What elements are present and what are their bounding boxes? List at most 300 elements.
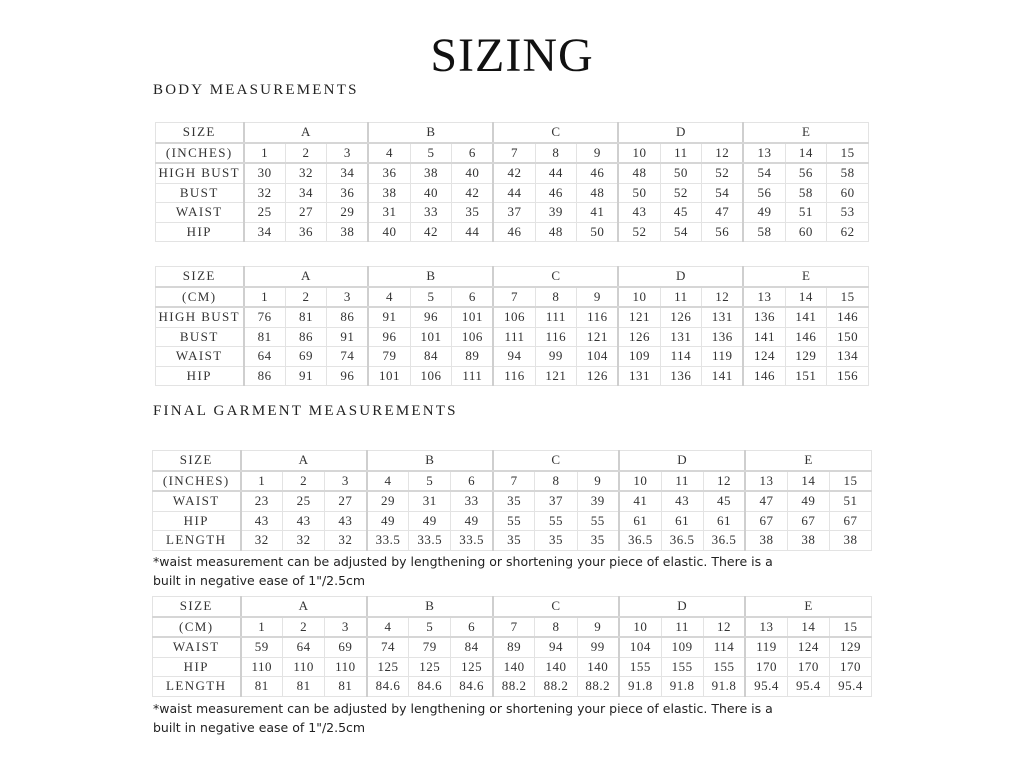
measurement-cell: 42	[493, 163, 535, 183]
measurement-cell: 96	[410, 307, 452, 327]
table-row	[153, 637, 872, 657]
measurement-cell: 33.5	[409, 531, 451, 551]
measurement-cell: 121	[535, 366, 577, 386]
measurement-cell: 121	[618, 307, 660, 327]
measurement-cell: 124	[743, 347, 785, 367]
measurement-cell: 43	[661, 491, 703, 511]
measurement-cell: 141	[702, 366, 744, 386]
measurement-cell: 121	[577, 327, 619, 347]
size-group-b: B	[368, 123, 493, 143]
measurement-cell: 61	[703, 511, 745, 531]
size-number: 4	[368, 143, 410, 164]
measurement-cell: 38	[327, 222, 369, 242]
size-group-a: A	[244, 123, 369, 143]
size-number: 8	[535, 143, 577, 164]
measurement-cell: 140	[493, 657, 535, 677]
table-row	[156, 347, 869, 367]
measurement-cell: 49	[451, 511, 493, 531]
measurement-cell: 91.8	[703, 677, 745, 697]
row-label: HIGH BUST	[156, 163, 244, 183]
measurement-cell: 106	[452, 327, 494, 347]
measurement-cell: 129	[829, 637, 871, 657]
measurement-cell: 56	[785, 163, 827, 183]
measurement-cell: 116	[535, 327, 577, 347]
measurement-cell: 47	[745, 491, 787, 511]
measurement-cell: 131	[660, 327, 702, 347]
measurement-cell: 35	[452, 203, 494, 223]
size-group-d: D	[618, 267, 743, 287]
measurement-cell: 140	[535, 657, 577, 677]
measurement-cell: 89	[493, 637, 535, 657]
measurement-cell: 35	[577, 531, 619, 551]
size-group-row	[156, 123, 869, 143]
measurement-cell: 37	[535, 491, 577, 511]
measurement-cell: 39	[535, 203, 577, 223]
measurement-cell: 55	[535, 511, 577, 531]
measurement-cell: 54	[702, 183, 744, 203]
size-group-d: D	[618, 123, 743, 143]
measurement-cell: 88.2	[577, 677, 619, 697]
measurement-cell: 125	[409, 657, 451, 677]
size-number: 9	[577, 471, 619, 492]
table-row	[156, 222, 869, 242]
size-group-d: D	[619, 597, 745, 617]
size-number-row	[156, 287, 869, 308]
size-number: 13	[743, 143, 785, 164]
measurement-cell: 111	[452, 366, 494, 386]
size-number: 7	[493, 471, 535, 492]
size-number: 1	[244, 143, 286, 164]
measurement-cell: 155	[661, 657, 703, 677]
measurement-cell: 91.8	[619, 677, 661, 697]
size-number: 6	[452, 287, 494, 308]
measurement-cell: 36.5	[661, 531, 703, 551]
measurement-cell: 146	[785, 327, 827, 347]
size-number: 14	[785, 287, 827, 308]
measurement-cell: 74	[367, 637, 409, 657]
size-number: 12	[703, 617, 745, 638]
size-number: 15	[829, 617, 871, 638]
measurement-cell: 35	[535, 531, 577, 551]
measurement-cell: 101	[410, 327, 452, 347]
row-label: HIGH BUST	[156, 307, 244, 327]
measurement-cell: 95.4	[829, 677, 871, 697]
measurement-cell: 49	[743, 203, 785, 223]
measurement-cell: 69	[285, 347, 327, 367]
measurement-cell: 84	[410, 347, 452, 367]
measurement-cell: 48	[577, 183, 619, 203]
measurement-cell: 39	[577, 491, 619, 511]
size-number: 8	[535, 287, 577, 308]
size-label: SIZE	[156, 267, 244, 287]
size-group-b: B	[367, 451, 493, 471]
measurement-cell: 36	[327, 183, 369, 203]
row-label: WAIST	[153, 637, 241, 657]
measurement-cell: 36	[285, 222, 327, 242]
measurement-cell: 116	[493, 366, 535, 386]
table-row	[156, 203, 869, 223]
measurement-cell: 51	[829, 491, 871, 511]
row-label: HIP	[156, 366, 244, 386]
measurement-cell: 25	[283, 491, 325, 511]
measurement-cell: 46	[577, 163, 619, 183]
measurement-cell: 43	[241, 511, 283, 531]
measurement-cell: 76	[244, 307, 286, 327]
measurement-cell: 36.5	[703, 531, 745, 551]
measurement-cell: 58	[827, 163, 869, 183]
measurement-cell: 140	[577, 657, 619, 677]
measurement-cell: 67	[787, 511, 829, 531]
measurement-cell: 52	[618, 222, 660, 242]
measurement-cell: 146	[827, 307, 869, 327]
measurement-cell: 99	[535, 347, 577, 367]
size-number: 3	[325, 471, 367, 492]
measurement-cell: 45	[660, 203, 702, 223]
measurement-cell: 60	[827, 183, 869, 203]
measurement-cell: 84	[451, 637, 493, 657]
measurement-cell: 52	[660, 183, 702, 203]
size-number: 1	[241, 617, 283, 638]
size-number: 5	[410, 143, 452, 164]
garment-measurements-inches-table	[152, 450, 872, 551]
size-group-row	[153, 451, 872, 471]
measurement-cell: 54	[743, 163, 785, 183]
section-heading-garment: FINAL GARMENT MEASUREMENTS	[153, 403, 458, 419]
size-number: 3	[327, 287, 369, 308]
size-number: 9	[577, 617, 619, 638]
measurement-cell: 42	[410, 222, 452, 242]
measurement-cell: 41	[577, 203, 619, 223]
measurement-cell: 129	[785, 347, 827, 367]
measurement-cell: 111	[535, 307, 577, 327]
table-row	[153, 657, 872, 677]
measurement-cell: 50	[577, 222, 619, 242]
measurement-cell: 81	[325, 677, 367, 697]
measurement-cell: 52	[702, 163, 744, 183]
measurement-cell: 30	[244, 163, 286, 183]
measurement-cell: 155	[619, 657, 661, 677]
size-number: 11	[660, 143, 702, 164]
size-number: 6	[452, 143, 494, 164]
size-number-row	[156, 143, 869, 164]
row-label: LENGTH	[153, 531, 241, 551]
measurement-cell: 126	[660, 307, 702, 327]
measurement-cell: 101	[452, 307, 494, 327]
measurement-cell: 43	[325, 511, 367, 531]
size-group-a: A	[241, 597, 367, 617]
size-number: 11	[660, 287, 702, 308]
measurement-cell: 110	[241, 657, 283, 677]
measurement-cell: 79	[409, 637, 451, 657]
measurement-cell: 124	[787, 637, 829, 657]
unit-label: (CM)	[156, 287, 244, 308]
measurement-cell: 59	[241, 637, 283, 657]
measurement-cell: 131	[618, 366, 660, 386]
size-number: 11	[661, 471, 703, 492]
measurement-cell: 44	[452, 222, 494, 242]
measurement-cell: 156	[827, 366, 869, 386]
size-number: 3	[325, 617, 367, 638]
measurement-cell: 110	[325, 657, 367, 677]
measurement-cell: 170	[787, 657, 829, 677]
measurement-cell: 49	[367, 511, 409, 531]
measurement-cell: 54	[660, 222, 702, 242]
measurement-cell: 84.6	[451, 677, 493, 697]
measurement-cell: 33.5	[451, 531, 493, 551]
measurement-cell: 40	[368, 222, 410, 242]
measurement-cell: 35	[493, 531, 535, 551]
measurement-cell: 86	[244, 366, 286, 386]
size-number: 14	[787, 617, 829, 638]
unit-label: (INCHES)	[156, 143, 244, 164]
size-number: 10	[618, 287, 660, 308]
measurement-cell: 126	[577, 366, 619, 386]
size-label: SIZE	[153, 597, 241, 617]
measurement-cell: 119	[702, 347, 744, 367]
size-number: 7	[493, 143, 535, 164]
measurement-cell: 29	[327, 203, 369, 223]
measurement-cell: 136	[660, 366, 702, 386]
measurement-cell: 36.5	[619, 531, 661, 551]
size-group-row	[153, 597, 872, 617]
measurement-cell: 119	[745, 637, 787, 657]
measurement-cell: 49	[409, 511, 451, 531]
unit-label: (CM)	[153, 617, 241, 638]
measurement-cell: 114	[660, 347, 702, 367]
measurement-cell: 58	[785, 183, 827, 203]
size-number: 13	[745, 471, 787, 492]
measurement-cell: 91.8	[661, 677, 703, 697]
measurement-cell: 170	[829, 657, 871, 677]
size-group-b: B	[367, 597, 493, 617]
measurement-cell: 23	[241, 491, 283, 511]
measurement-cell: 114	[703, 637, 745, 657]
size-group-c: C	[493, 597, 619, 617]
size-number: 15	[827, 287, 869, 308]
table-row	[153, 511, 872, 531]
size-number: 15	[829, 471, 871, 492]
measurement-cell: 32	[241, 531, 283, 551]
size-group-row	[156, 267, 869, 287]
body-measurements-inches-table	[155, 122, 869, 242]
row-label: HIP	[153, 657, 241, 677]
size-number: 4	[367, 617, 409, 638]
size-number: 12	[702, 143, 744, 164]
measurement-cell: 25	[244, 203, 286, 223]
size-number: 13	[743, 287, 785, 308]
row-label: WAIST	[153, 491, 241, 511]
measurement-cell: 32	[244, 183, 286, 203]
size-group-a: A	[241, 451, 367, 471]
size-number: 1	[241, 471, 283, 492]
table-row	[156, 307, 869, 327]
measurement-cell: 31	[368, 203, 410, 223]
measurement-cell: 46	[535, 183, 577, 203]
measurement-cell: 95.4	[745, 677, 787, 697]
measurement-cell: 86	[327, 307, 369, 327]
measurement-cell: 99	[577, 637, 619, 657]
measurement-cell: 47	[702, 203, 744, 223]
measurement-cell: 81	[285, 307, 327, 327]
waist-note-cm: *waist measurement can be adjusted by lengthening or shortening your piece of elastic. There is a built in negative ease of 1"/2.5cm	[153, 701, 773, 735]
measurement-cell: 101	[368, 366, 410, 386]
size-number: 8	[535, 471, 577, 492]
table-row	[153, 677, 872, 697]
size-number: 13	[745, 617, 787, 638]
size-number: 15	[827, 143, 869, 164]
measurement-cell: 33.5	[367, 531, 409, 551]
measurement-cell: 38	[829, 531, 871, 551]
size-number: 9	[577, 287, 619, 308]
measurement-cell: 146	[743, 366, 785, 386]
size-number: 5	[409, 471, 451, 492]
measurement-cell: 43	[618, 203, 660, 223]
measurement-cell: 104	[619, 637, 661, 657]
measurement-cell: 31	[409, 491, 451, 511]
table-row	[156, 183, 869, 203]
measurement-cell: 34	[244, 222, 286, 242]
size-number: 5	[410, 287, 452, 308]
measurement-cell: 48	[618, 163, 660, 183]
measurement-cell: 91	[285, 366, 327, 386]
measurement-cell: 74	[327, 347, 369, 367]
size-number: 1	[244, 287, 286, 308]
size-number: 7	[493, 287, 535, 308]
measurement-cell: 43	[283, 511, 325, 531]
size-group-e: E	[745, 597, 871, 617]
measurement-cell: 27	[285, 203, 327, 223]
size-number: 14	[785, 143, 827, 164]
size-number: 2	[283, 471, 325, 492]
size-number: 12	[702, 287, 744, 308]
measurement-cell: 86	[285, 327, 327, 347]
table-row	[153, 491, 872, 511]
measurement-cell: 29	[367, 491, 409, 511]
measurement-cell: 42	[452, 183, 494, 203]
measurement-cell: 155	[703, 657, 745, 677]
size-group-c: C	[493, 267, 618, 287]
size-group-c: C	[493, 123, 618, 143]
measurement-cell: 84.6	[367, 677, 409, 697]
measurement-cell: 95.4	[787, 677, 829, 697]
measurement-cell: 81	[241, 677, 283, 697]
unit-label: (INCHES)	[153, 471, 241, 492]
body-measurements-cm-table	[155, 266, 869, 386]
measurement-cell: 81	[283, 677, 325, 697]
measurement-cell: 79	[368, 347, 410, 367]
waist-note-inches: *waist measurement can be adjusted by lengthening or shortening your piece of elastic. There is a built in negative ease of 1"/2.5cm	[153, 554, 773, 588]
measurement-cell: 84.6	[409, 677, 451, 697]
measurement-cell: 45	[703, 491, 745, 511]
measurement-cell: 35	[493, 491, 535, 511]
size-number: 2	[285, 287, 327, 308]
table-row	[156, 163, 869, 183]
size-number-row	[153, 471, 872, 492]
measurement-cell: 33	[451, 491, 493, 511]
size-group-e: E	[743, 123, 868, 143]
measurement-cell: 94	[493, 347, 535, 367]
measurement-cell: 44	[535, 163, 577, 183]
measurement-cell: 56	[743, 183, 785, 203]
page-title: SIZING	[430, 29, 594, 82]
table-row	[156, 366, 869, 386]
measurement-cell: 62	[827, 222, 869, 242]
section-heading-body: BODY MEASUREMENTS	[153, 82, 359, 98]
size-number: 2	[285, 143, 327, 164]
measurement-cell: 46	[493, 222, 535, 242]
size-number-row	[153, 617, 872, 638]
row-label: LENGTH	[153, 677, 241, 697]
measurement-cell: 136	[702, 327, 744, 347]
measurement-cell: 34	[285, 183, 327, 203]
measurement-cell: 151	[785, 366, 827, 386]
measurement-cell: 32	[283, 531, 325, 551]
measurement-cell: 109	[661, 637, 703, 657]
measurement-cell: 38	[745, 531, 787, 551]
size-number: 4	[368, 287, 410, 308]
measurement-cell: 136	[743, 307, 785, 327]
table-row	[156, 327, 869, 347]
size-number: 14	[787, 471, 829, 492]
size-group-a: A	[244, 267, 369, 287]
row-label: HIP	[156, 222, 244, 242]
size-number: 9	[577, 143, 619, 164]
size-number: 5	[409, 617, 451, 638]
measurement-cell: 37	[493, 203, 535, 223]
size-number: 10	[619, 471, 661, 492]
measurement-cell: 81	[244, 327, 286, 347]
size-number: 6	[451, 471, 493, 492]
measurement-cell: 58	[743, 222, 785, 242]
measurement-cell: 125	[451, 657, 493, 677]
measurement-cell: 134	[827, 347, 869, 367]
size-group-e: E	[745, 451, 871, 471]
measurement-cell: 38	[787, 531, 829, 551]
measurement-cell: 40	[452, 163, 494, 183]
row-label: WAIST	[156, 347, 244, 367]
measurement-cell: 53	[827, 203, 869, 223]
measurement-cell: 104	[577, 347, 619, 367]
measurement-cell: 40	[410, 183, 452, 203]
measurement-cell: 110	[283, 657, 325, 677]
measurement-cell: 48	[535, 222, 577, 242]
measurement-cell: 141	[743, 327, 785, 347]
size-number: 4	[367, 471, 409, 492]
measurement-cell: 69	[325, 637, 367, 657]
measurement-cell: 91	[327, 327, 369, 347]
measurement-cell: 106	[410, 366, 452, 386]
measurement-cell: 94	[535, 637, 577, 657]
measurement-cell: 61	[619, 511, 661, 531]
measurement-cell: 64	[244, 347, 286, 367]
measurement-cell: 125	[367, 657, 409, 677]
measurement-cell: 91	[368, 307, 410, 327]
size-number: 7	[493, 617, 535, 638]
size-number: 10	[618, 143, 660, 164]
measurement-cell: 32	[285, 163, 327, 183]
size-group-c: C	[493, 451, 619, 471]
measurement-cell: 64	[283, 637, 325, 657]
measurement-cell: 88.2	[535, 677, 577, 697]
measurement-cell: 34	[327, 163, 369, 183]
measurement-cell: 44	[493, 183, 535, 203]
measurement-cell: 41	[619, 491, 661, 511]
row-label: BUST	[156, 183, 244, 203]
measurement-cell: 38	[368, 183, 410, 203]
measurement-cell: 106	[493, 307, 535, 327]
measurement-cell: 51	[785, 203, 827, 223]
measurement-cell: 38	[410, 163, 452, 183]
